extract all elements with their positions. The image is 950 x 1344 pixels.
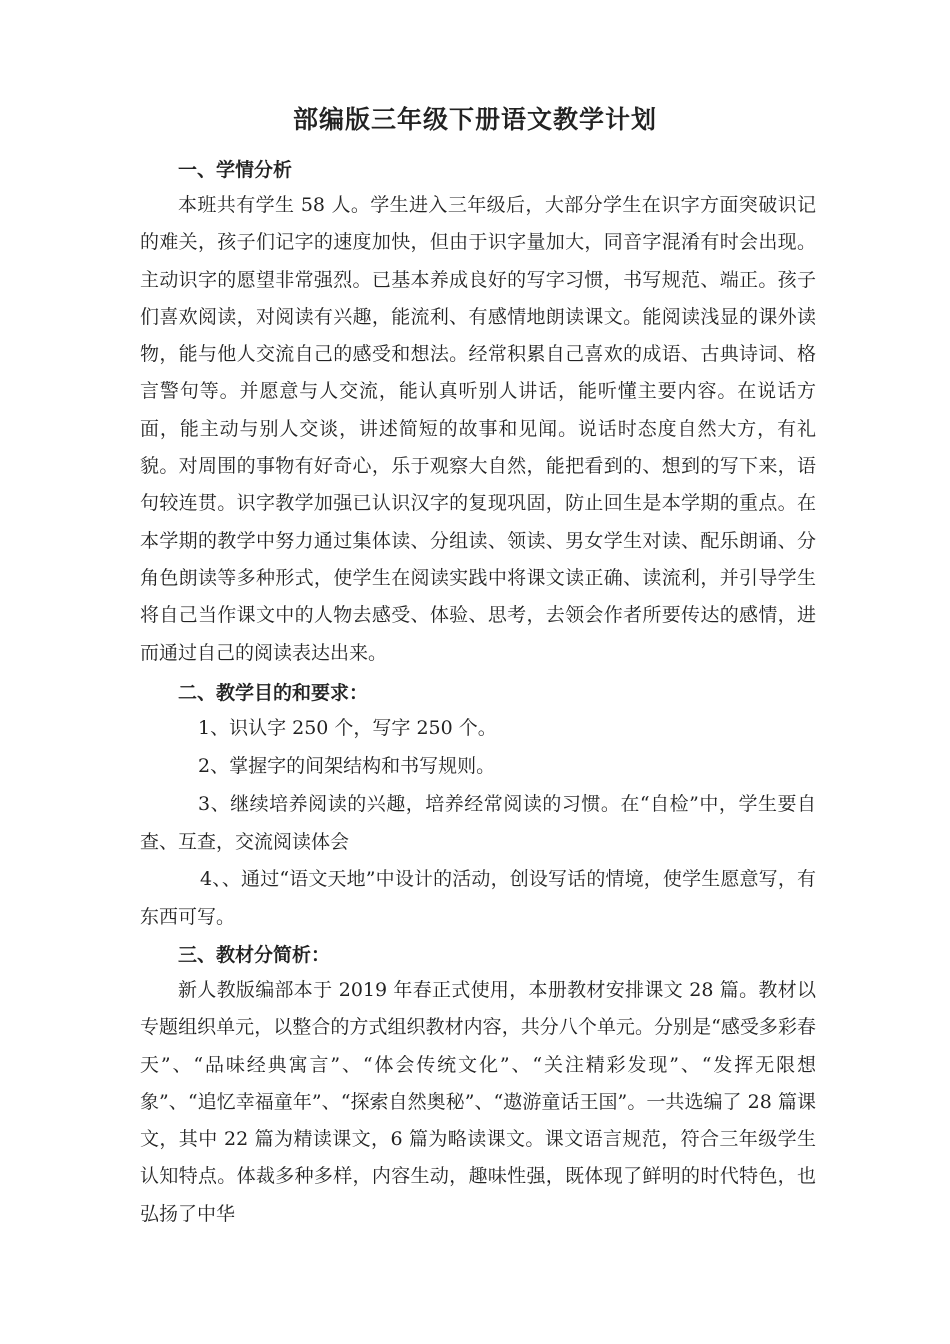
goal-item-1: 1、识认字 250 个，写字 250 个。 xyxy=(198,717,497,739)
section-heading-goals: 二、教学目的和要求： xyxy=(178,682,369,704)
section-heading-textbook-analysis: 三、教材分简析： xyxy=(178,944,331,966)
textbook-analysis-paragraph: 新人教版编部本于 2019 年春正式使用，本册教材安排课文 28 篇。教材以专题组织单元，以整合的方式组织教材内容，共分八个单元。分别是“感受多彩春天”、“品味经典寓言”、“体会传统文化”、“关注精彩发现”、“发挥无限想象”、“追忆幸福童年”、“探索自然奥秘”、“遨游童话王国”。一共选编了 28 篇课文，其中 22 篇为精读课文，6 篇为略读课文。课文语言规范，符合三年级学生认知特点。体裁多种多样，内容生动，趣味性强，既体现了鲜明的时代特色，也弘扬了中华 xyxy=(140,979,816,1225)
student-analysis-paragraph: 本班共有学生 58 人。学生进入三年级后，大部分学生在识字方面突破识记的难关，孩子们记字的速度加快，但由于识字量加大，同音字混淆有时会出现。主动识字的愿望非常强烈。已基本养成良好的写字习惯，书写规范、端正。孩子们喜欢阅读，对阅读有兴趣，能流利、有感情地朗读课文。能阅读浅显的课外读物，能与他人交流自己的感受和想法。经常积累自己喜欢的成语、古典诗词、格言警句等。并愿意与人交流，能认真听别人讲话，能听懂主要内容。在说话方面，能主动与别人交谈，讲述简短的故事和见闻。说话时态度自然大方，有礼貌。对周围的事物有好奇心，乐于观察大自然，能把看到的、想到的写下来，语句较连贯。识字教学加强已认识汉字的复现巩固，防止回生是本学期的重点。在本学期的教学中努力通过集体读、分组读、领读、男女学生对读、配乐朗诵、分角色朗读等多种形式，使学生在阅读实践中将课文读正确、读流利，并引导学生将自己当作课文中的人物去感受、体验、思考，去领会作者所要传达的感情，进而通过自己的阅读表达出来。 xyxy=(140,194,816,664)
document-title: 部编版三年级下册语文教学计划 xyxy=(292,105,657,134)
goal-item-2: 2、掌握字的间架结构和书写规则。 xyxy=(198,755,496,777)
goal-item-4: 4、、通过“语文天地”中设计的活动，创设写话的情境，使学生愿意写，有东西可写。 xyxy=(140,868,816,928)
goal-item-3: 3、继续培养阅读的兴趣，培养经常阅读的习惯。在“自检”中，学生要自查、互查，交流阅读体会 xyxy=(140,793,816,853)
section-heading-student-analysis: 一、学情分析 xyxy=(178,159,293,181)
